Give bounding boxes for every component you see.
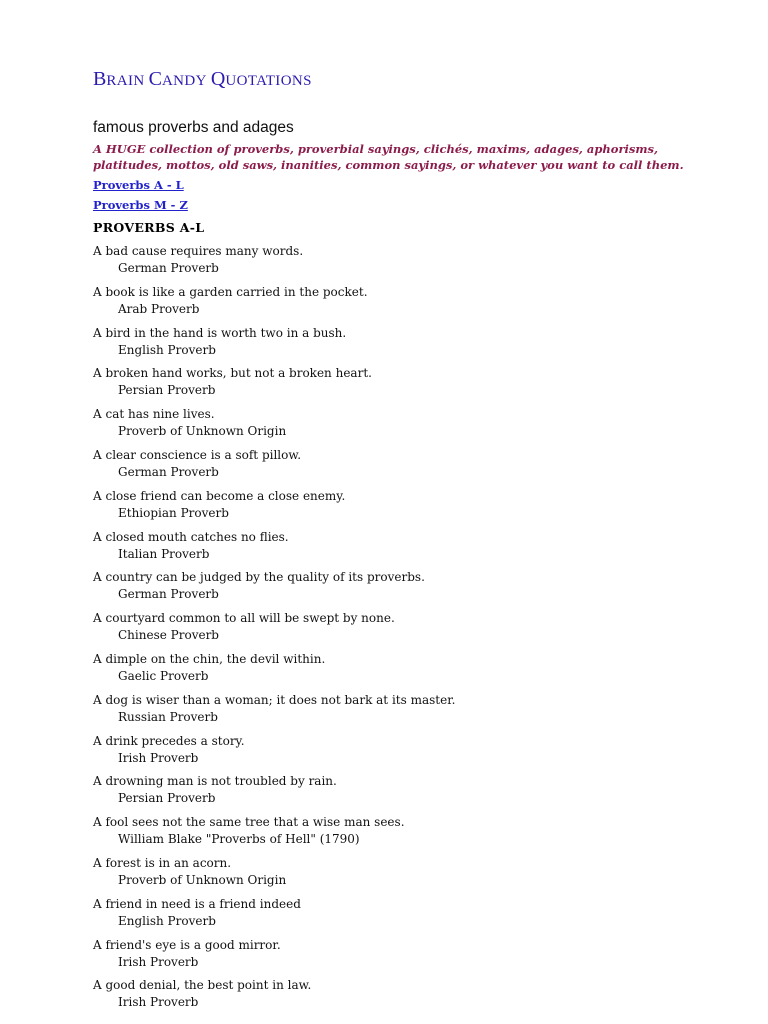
proverb-item [93, 488, 753, 529]
proverb-quote: A dimple on the chin, the devil within. [93, 651, 326, 666]
proverb-item [93, 325, 753, 366]
proverb-item [93, 773, 753, 814]
proverbs-m-z-link[interactable]: Proverbs M - Z [93, 198, 188, 212]
proverb-quote: A cat has nine lives. [93, 407, 215, 422]
proverb-quote: A dog is wiser than a woman; it does not bark at its master. [93, 692, 456, 707]
proverb-item [93, 977, 753, 1018]
proverb-source: Chinese Proverb [118, 628, 219, 643]
proverb-item [93, 896, 753, 937]
proverb-quote: A clear conscience is a soft pillow. [93, 447, 302, 462]
proverb-quote: A bad cause requires many words. [93, 244, 304, 258]
proverb-quote: A fool sees not the same tree that a wise man sees. [93, 815, 405, 830]
proverb-source: English Proverb [118, 342, 216, 357]
proverb-quote: A friend in need is a friend indeed [93, 896, 301, 911]
section-heading: PROVERBS A-L [93, 220, 205, 235]
proverb-quote: A friend's eye is a good mirror. [93, 937, 281, 952]
site-title [93, 69, 312, 89]
proverb-item [93, 569, 753, 610]
proverb-source: Proverb of Unknown Origin [118, 424, 287, 439]
proverb-source: Italian Proverb [118, 546, 210, 561]
proverb-item [93, 651, 753, 692]
proverb-item [93, 447, 753, 488]
proverb-quote: A close friend can become a close enemy. [93, 488, 346, 503]
proverb-quote: A country can be judged by the quality of its proverbs. [93, 570, 425, 585]
proverb-item [93, 733, 753, 774]
proverb-source: Proverb of Unknown Origin [118, 872, 287, 887]
proverb-quote: A closed mouth catches no flies. [93, 529, 289, 544]
proverb-source: Persian Proverb [118, 383, 216, 398]
proverb-source: William Blake "Proverbs of Hell" (1790) [118, 832, 360, 847]
proverb-source: Ethiopian Proverb [118, 505, 229, 520]
proverb-item [93, 529, 753, 570]
proverb-item [93, 814, 753, 855]
proverb-quote: A drink precedes a story. [93, 733, 245, 748]
proverb-quote: A forest is in an acorn. [93, 855, 232, 870]
proverb-quote: A book is like a garden carried in the pocket. [93, 284, 368, 299]
proverb-source: Russian Proverb [118, 709, 218, 724]
proverb-quote: A broken hand works, but not a broken heart. [93, 366, 372, 381]
proverb-item [93, 284, 753, 325]
proverb-source: German Proverb [118, 261, 219, 275]
site-title-rest: UOTATIONS [225, 73, 312, 89]
proverb-item [93, 365, 753, 406]
proverb-source: Gaelic Proverb [118, 668, 209, 683]
proverb-item [93, 855, 753, 896]
proverb-source: Irish Proverb [118, 954, 199, 969]
proverb-source: German Proverb [118, 464, 219, 479]
proverb-list [93, 243, 753, 1018]
proverb-item [93, 610, 753, 651]
proverb-quote: A good denial, the best point in law. [93, 978, 312, 993]
proverb-item [93, 692, 753, 733]
proverb-item [93, 937, 753, 978]
proverbs-a-l-link[interactable]: Proverbs A - L [93, 178, 184, 192]
site-title-initial: B [93, 68, 107, 90]
proverb-source: Irish Proverb [118, 995, 199, 1010]
site-title-initial: C [148, 68, 162, 90]
proverb-quote: A bird in the hand is worth two in a bush. [93, 325, 347, 340]
proverb-source: Persian Proverb [118, 791, 216, 806]
proverb-source: German Proverb [118, 587, 219, 602]
proverb-source: Irish Proverb [118, 750, 199, 765]
proverb-source: English Proverb [118, 913, 216, 928]
proverb-item [93, 243, 753, 284]
intro-text: A HUGE collection of proverbs, proverbial sayings, clichés, maxims, adages, aphorisms, platitudes, mottos, old saws, inanities, common sayings, or whatever you want to call them. [93, 142, 684, 172]
proverb-quote: A courtyard common to all will be swept by none. [93, 611, 395, 626]
site-title-rest: ANDY [161, 73, 207, 89]
site-title-initial: Q [210, 68, 226, 90]
page-subtitle: famous proverbs and adages [93, 119, 294, 136]
site-title-rest: RAIN [106, 73, 145, 89]
proverb-item [93, 406, 753, 447]
proverb-quote: A drowning man is not troubled by rain. [93, 774, 337, 789]
proverb-source: Arab Proverb [118, 301, 200, 316]
